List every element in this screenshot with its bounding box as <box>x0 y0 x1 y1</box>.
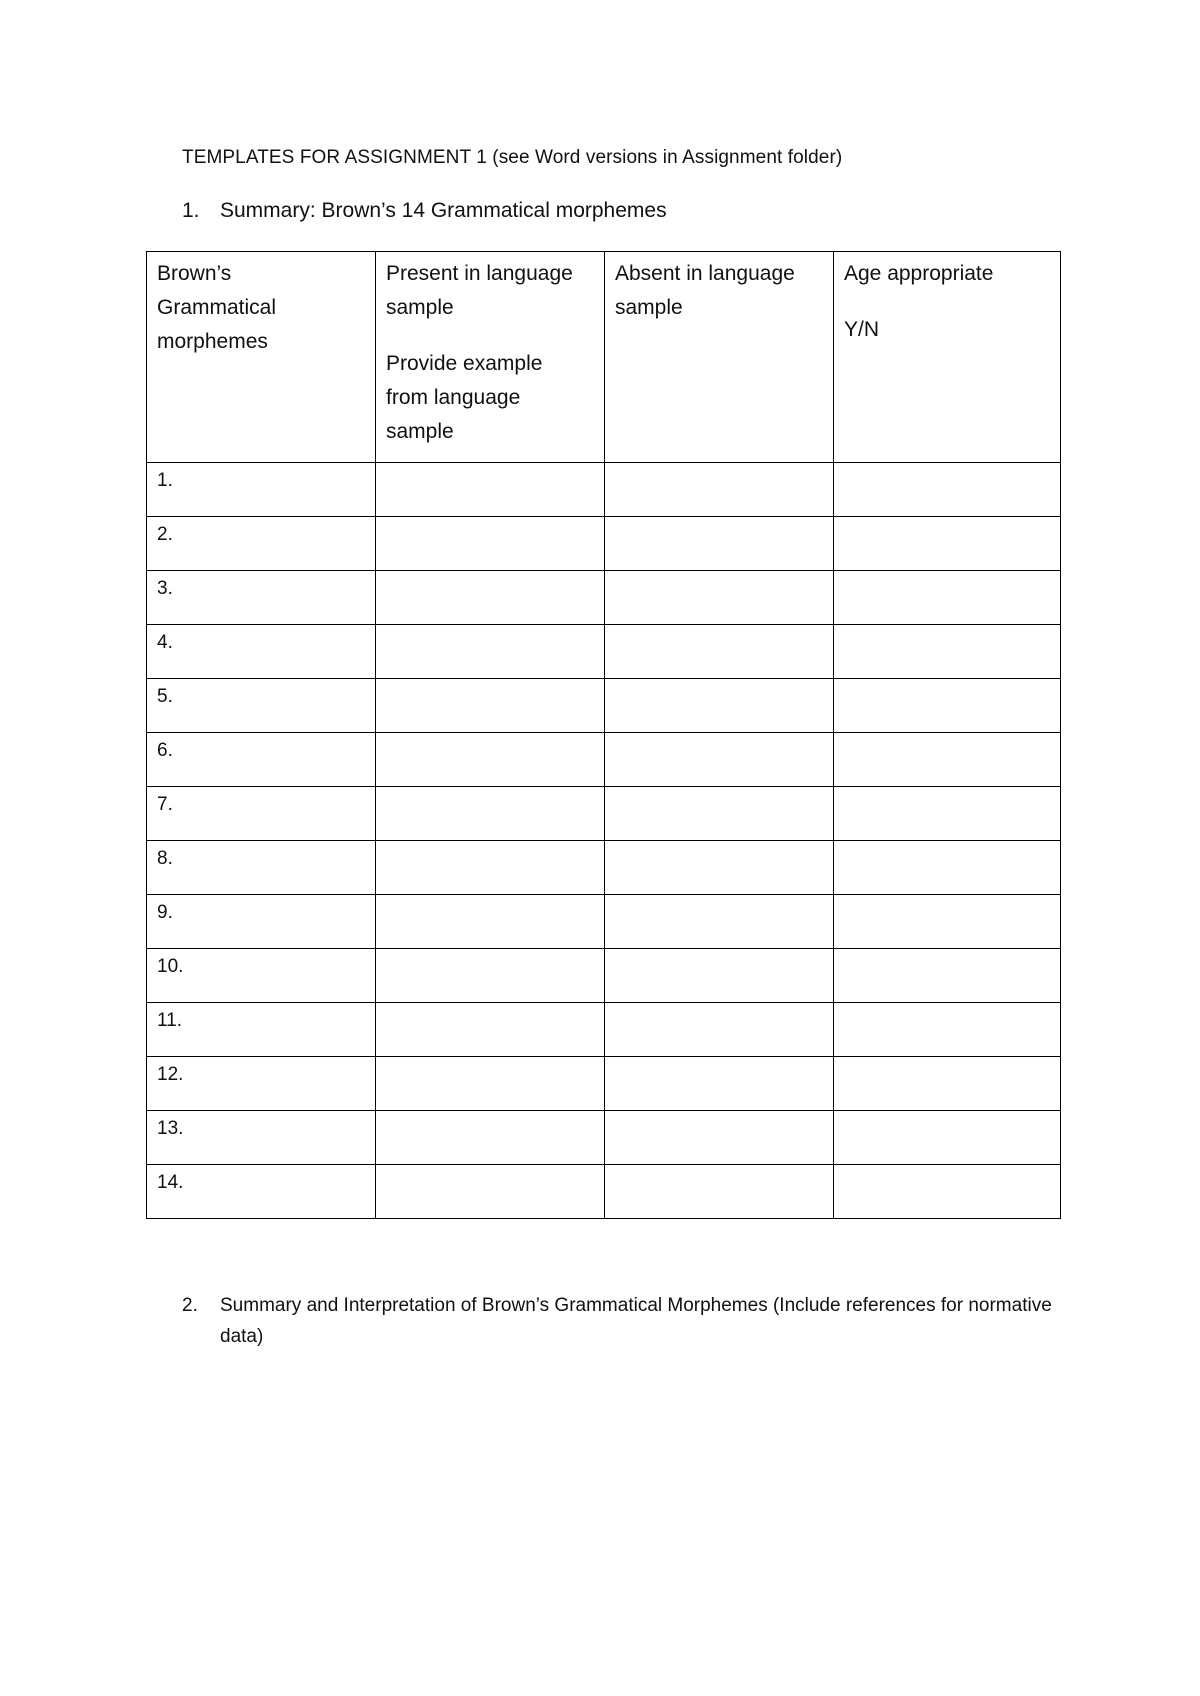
section-1-number: 1. <box>182 199 200 222</box>
age-appropriate-cell[interactable] <box>834 1111 1061 1165</box>
row-number-cell <box>147 1111 376 1165</box>
row-number-label: 10. <box>157 956 184 977</box>
table-row <box>147 841 1061 895</box>
present-cell[interactable] <box>376 733 605 787</box>
absent-cell[interactable] <box>605 571 834 625</box>
section-2-text: Summary and Interpretation of Brown’s Grammatical Morphemes (Include references for normative data) <box>220 1295 1052 1347</box>
present-cell[interactable] <box>376 625 605 679</box>
row-number-cell <box>147 733 376 787</box>
row-number-label: 2. <box>157 524 173 545</box>
header-line: morphemes <box>157 330 268 353</box>
age-appropriate-cell[interactable] <box>834 895 1061 949</box>
present-cell[interactable] <box>376 571 605 625</box>
row-number-cell <box>147 895 376 949</box>
morphemes-table <box>146 251 1061 1219</box>
absent-cell[interactable] <box>605 949 834 1003</box>
header-line: Y/N <box>844 318 880 341</box>
absent-cell[interactable] <box>605 1111 834 1165</box>
present-cell[interactable] <box>376 1003 605 1057</box>
header-line: Present in language <box>386 262 573 285</box>
section-2-number: 2. <box>182 1295 198 1316</box>
row-number-label: 11. <box>157 1010 183 1031</box>
section-2-heading <box>182 1290 1062 1352</box>
row-number-label: 13. <box>157 1118 184 1139</box>
age-appropriate-cell[interactable] <box>834 679 1061 733</box>
absent-cell[interactable] <box>605 733 834 787</box>
age-appropriate-cell[interactable] <box>834 1165 1061 1219</box>
row-number-cell <box>147 949 376 1003</box>
table-row <box>147 895 1061 949</box>
age-appropriate-cell[interactable] <box>834 733 1061 787</box>
present-cell[interactable] <box>376 679 605 733</box>
present-cell[interactable] <box>376 1111 605 1165</box>
table-row <box>147 463 1061 517</box>
table-row <box>147 571 1061 625</box>
table-row <box>147 787 1061 841</box>
row-number-label: 6. <box>157 740 173 761</box>
table-row <box>147 949 1061 1003</box>
absent-cell[interactable] <box>605 625 834 679</box>
row-number-label: 9. <box>157 902 173 923</box>
header-line: Brown’s <box>157 262 232 285</box>
header-line: Provide example <box>386 352 543 375</box>
present-cell[interactable] <box>376 1057 605 1111</box>
header-age-appropriate <box>834 252 1061 463</box>
row-number-label: 7. <box>157 794 173 815</box>
table-header-row <box>147 252 1061 463</box>
absent-cell[interactable] <box>605 1057 834 1111</box>
row-number-label: 12. <box>157 1064 184 1085</box>
row-number-label: 3. <box>157 578 173 599</box>
absent-cell[interactable] <box>605 517 834 571</box>
table-row <box>147 625 1061 679</box>
present-cell[interactable] <box>376 517 605 571</box>
age-appropriate-cell[interactable] <box>834 787 1061 841</box>
age-appropriate-cell[interactable] <box>834 463 1061 517</box>
header-morphemes <box>147 252 376 463</box>
age-appropriate-cell[interactable] <box>834 841 1061 895</box>
header-line: from language <box>386 386 521 409</box>
row-number-cell <box>147 517 376 571</box>
row-number-cell <box>147 841 376 895</box>
row-number-cell <box>147 1003 376 1057</box>
absent-cell[interactable] <box>605 895 834 949</box>
absent-cell[interactable] <box>605 1003 834 1057</box>
row-number-label: 14. <box>157 1172 184 1193</box>
absent-cell[interactable] <box>605 841 834 895</box>
header-line: Absent in language <box>615 262 795 285</box>
present-cell[interactable] <box>376 841 605 895</box>
absent-cell[interactable] <box>605 463 834 517</box>
age-appropriate-cell[interactable] <box>834 625 1061 679</box>
age-appropriate-cell[interactable] <box>834 1057 1061 1111</box>
header-line: Grammatical <box>157 296 277 319</box>
absent-cell[interactable] <box>605 1165 834 1219</box>
present-cell[interactable] <box>376 895 605 949</box>
section-1-heading <box>182 199 667 223</box>
table-row <box>147 1165 1061 1219</box>
header-line: sample <box>386 296 454 319</box>
present-cell[interactable] <box>376 1165 605 1219</box>
row-number-cell <box>147 571 376 625</box>
row-number-label: 1. <box>157 470 173 491</box>
table-row <box>147 1057 1061 1111</box>
absent-cell[interactable] <box>605 679 834 733</box>
age-appropriate-cell[interactable] <box>834 517 1061 571</box>
section-1-text: Summary: Brown’s 14 Grammatical morphemes <box>220 199 667 222</box>
age-appropriate-cell[interactable] <box>834 1003 1061 1057</box>
header-present <box>376 252 605 463</box>
row-number-cell <box>147 625 376 679</box>
present-cell[interactable] <box>376 787 605 841</box>
table-row <box>147 733 1061 787</box>
header-absent <box>605 252 834 463</box>
header-line: Age appropriate <box>844 262 994 285</box>
table-row <box>147 1111 1061 1165</box>
row-number-cell <box>147 1165 376 1219</box>
row-number-label: 8. <box>157 848 173 869</box>
age-appropriate-cell[interactable] <box>834 571 1061 625</box>
table-row <box>147 1003 1061 1057</box>
row-number-label: 4. <box>157 632 173 653</box>
age-appropriate-cell[interactable] <box>834 949 1061 1003</box>
absent-cell[interactable] <box>605 787 834 841</box>
table-row <box>147 679 1061 733</box>
row-number-label: 5. <box>157 686 173 707</box>
row-number-cell <box>147 787 376 841</box>
present-cell[interactable] <box>376 463 605 517</box>
table-row <box>147 517 1061 571</box>
row-number-cell <box>147 1057 376 1111</box>
row-number-cell <box>147 463 376 517</box>
present-cell[interactable] <box>376 949 605 1003</box>
row-number-cell <box>147 679 376 733</box>
header-line: sample <box>386 420 454 443</box>
header-line: sample <box>615 296 683 319</box>
document-title: TEMPLATES FOR ASSIGNMENT 1 (see Word versions in Assignment folder) <box>182 147 843 168</box>
